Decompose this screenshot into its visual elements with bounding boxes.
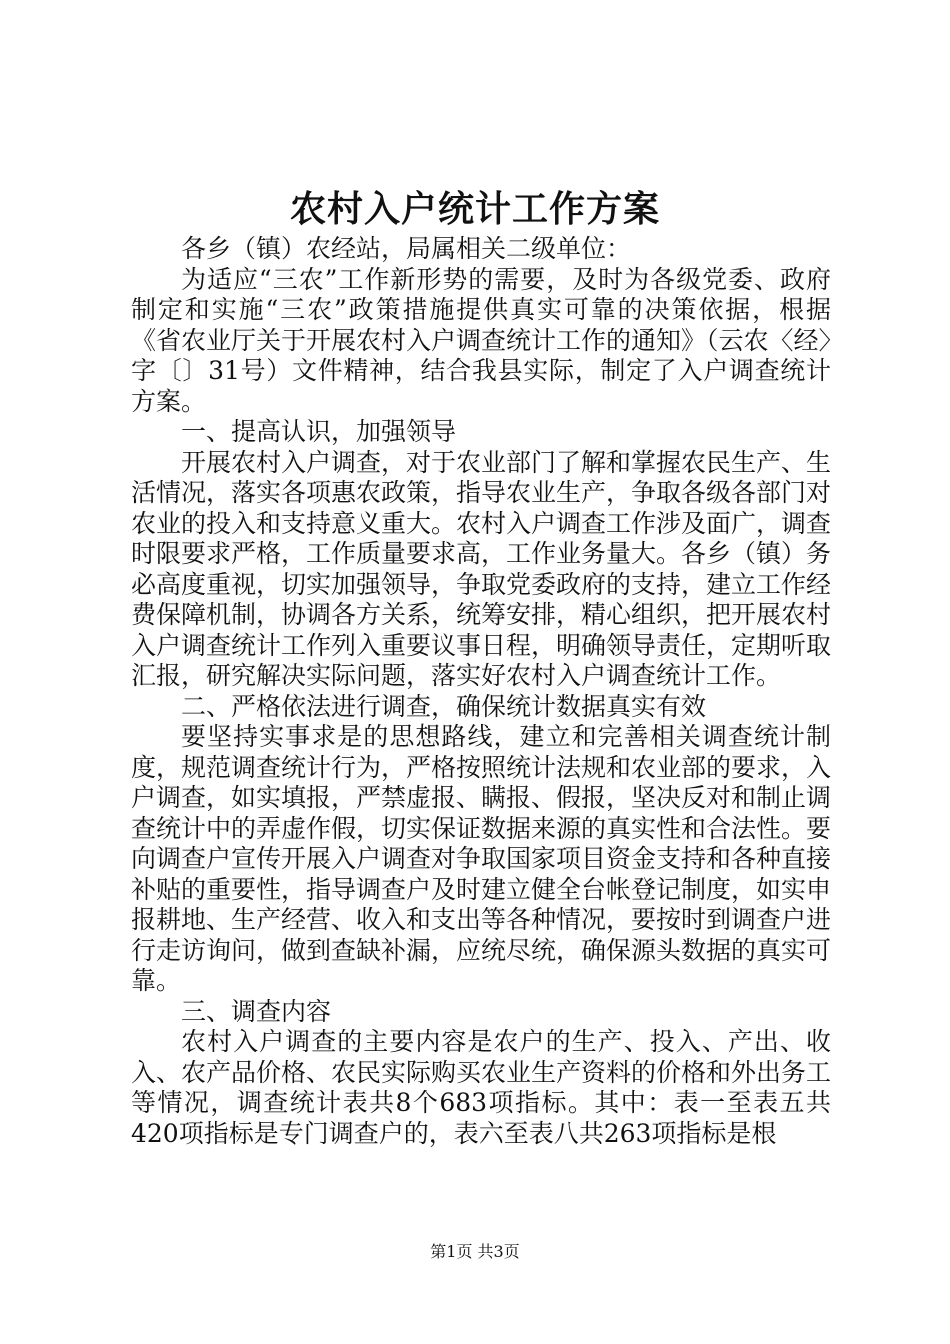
section-body-2: 要坚持实事求是的思想路线，建立和完善相关调查统计制度，规范调查统计行为，严格按照统计法规和农业部的要求，入户调查，如实填报，严禁虚报、瞒报、假报，坚决反对和制止调查统计中的弄虚作假，切实保证数据来源的真实性和合法性。要向调查户宣传开展入户调查对争取国家项目资金支持和各种直接补贴的重要性，指导调查户及时建立健全台帐登记制度，如实申报耕地、生产经营、收入和支出等各种情况，要按时到调查户进行走访询问，做到查缺补漏，应统尽统，确保源头数据的真实可靠。 <box>131 722 832 995</box>
document-title: 农村入户统计工作方案 <box>289 188 660 230</box>
salutation-paragraph: 各乡（镇）农经站，局属相关二级单位： <box>181 234 632 263</box>
page-footer: 第1页 共3页 <box>430 1242 520 1261</box>
section-body-1: 开展农村入户调查，对于农业部门了解和掌握农民生产、生活情况，落实各项惠农政策，指导农业生产，争取各级各部门对农业的投入和支持意义重大。农村入户调查工作涉及面广，调查时限要求严格，工作质量要求高，工作业务量大。各乡（镇）务必高度重视，切实加强领导，争取党委政府的支持，建立工作经费保障机制，协调各方关系，统筹安排，精心组织，把开展农村入户调查统计工作列入重要议事日程，明确领导责任，定期听取汇报，研究解决实际问题，落实好农村入户调查统计工作。 <box>131 447 832 690</box>
document-body <box>131 234 831 1149</box>
section-body-3: 农村入户调查的主要内容是农户的生产、投入、产出、收入、农产品价格、农民实际购买农业生产资料的价格和外出务工等情况，调查统计表共8个683项指标。其中：表一至表五共420项指标是专门调查户的，表六至表八共263项指标是根 <box>131 1027 832 1148</box>
intro-paragraph: 为适应“三农”工作新形势的需要，及时为各级党委、政府制定和实施“三农”政策措施提供真实可靠的决策依据，根据《省农业厅关于开展农村入户调查统计工作的通知》（云农〈经〉字〔〕31号）文件精神，结合我县实际，制定了入户调查统计方案。 <box>131 264 832 416</box>
section-heading-1: 一、提高认识，加强领导 <box>181 417 457 446</box>
section-heading-2: 二、严格依法进行调查，确保统计数据真实有效 <box>181 691 707 721</box>
section-heading-3: 三、调查内容 <box>181 996 332 1026</box>
